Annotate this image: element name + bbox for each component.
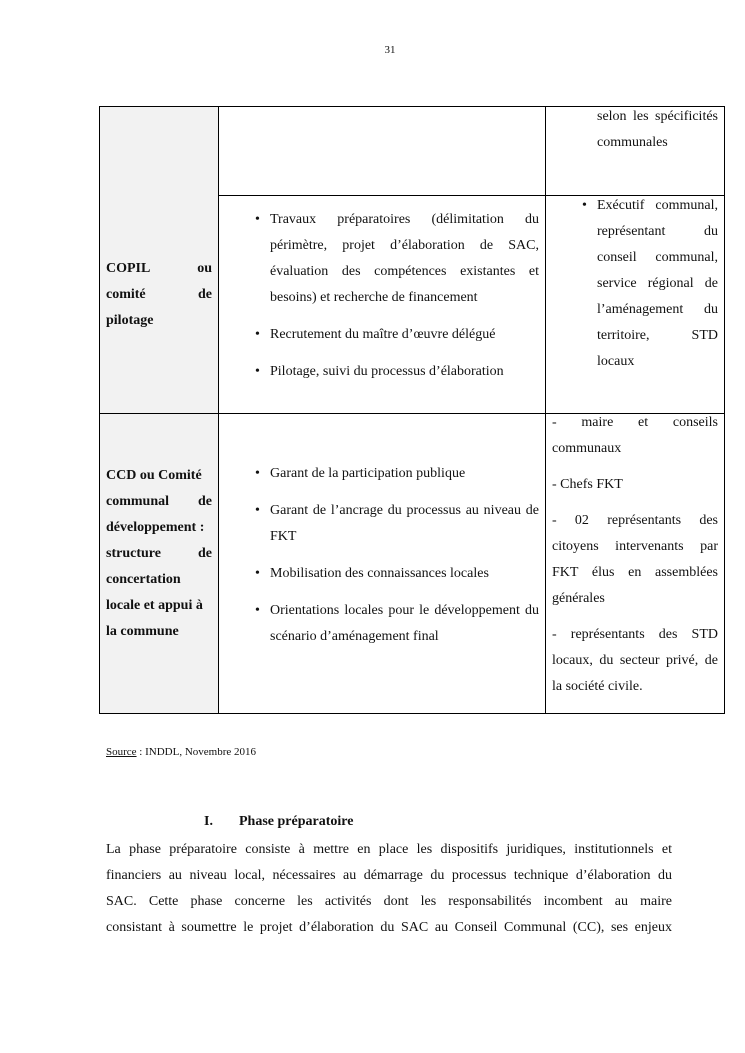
paragraph-line: SAC. Cette phase concerne les activités dont les responsabilités incombent au maire	[106, 894, 672, 909]
list-item: • Mobilisation des connaissances locales	[219, 561, 545, 587]
member-item: - Chefs FKT	[552, 477, 623, 492]
table-cell-ccd-label	[99, 413, 219, 714]
label-line: comité de	[106, 287, 212, 302]
label-line: CCD ou Comité	[106, 468, 202, 483]
paragraph-line: financiers au niveau local, nécessaires au démarrage du processus technique d’élaboration du	[106, 868, 672, 883]
label-line: COPIL ou	[106, 261, 212, 276]
members-text: selon les spécificités communales	[597, 109, 718, 150]
label-line: structure de	[106, 546, 212, 561]
table-cell-copil-members-cont	[545, 106, 725, 196]
list-item: • Garant de l’ancrage du processus au niveau de FKT	[219, 498, 545, 550]
member-item: - 02 représentants des citoyens intervenants par FKT élus en assemblées générales	[552, 513, 718, 606]
section-number: I.	[204, 814, 213, 829]
label-line: locale et appui à	[106, 598, 203, 613]
body-paragraph	[106, 837, 672, 941]
page-number: 31	[384, 44, 396, 56]
list-item: • Travaux préparatoires (délimitation du périmètre, projet d’élaboration de SAC, évaluation des compétences existantes et besoins) et recherche de financement	[219, 207, 545, 311]
list-item: • Exécutif communal, représentant du conseil communal, service régional de l’aménagement du territoire, STD locaux	[546, 193, 724, 375]
label-line: la commune	[106, 624, 179, 639]
list-item: • Orientations locales pour le développement du scénario d’aménagement final	[219, 598, 545, 650]
list-item: • Recrutement du maître d’œuvre délégué	[219, 322, 545, 348]
member-item: - maire et conseils communaux	[552, 415, 718, 456]
table-cell-copil-label	[99, 106, 219, 414]
label-line: concertation	[106, 572, 181, 587]
label-line: communal de	[106, 494, 212, 509]
section-title: Phase préparatoire	[239, 814, 354, 829]
table-cell-ccd-roles	[218, 413, 546, 714]
label-line: pilotage	[106, 313, 154, 328]
member-item: - représentants des STD locaux, du secteur privé, de la société civile.	[552, 627, 718, 694]
table-cell-ccd-members	[545, 413, 725, 714]
table-source	[106, 746, 256, 758]
table-cell-empty-roles	[218, 106, 546, 196]
table-cell-copil-roles	[218, 195, 546, 414]
paragraph-line: consistant à soumettre le projet d’élaboration du SAC au Conseil Communal (CC), ses enjeux	[106, 920, 672, 935]
list-item: • Garant de la participation publique	[219, 461, 545, 487]
paragraph-line: La phase préparatoire consiste à mettre en place les dispositifs juridiques, institutionnels et	[106, 842, 672, 857]
source-label: Source	[106, 746, 137, 758]
source-text: : INDDL, Novembre 2016	[136, 746, 256, 758]
list-item: • Pilotage, suivi du processus d’élaboration	[219, 359, 545, 385]
label-line: développement :	[106, 520, 205, 535]
table-cell-copil-members	[545, 195, 725, 414]
